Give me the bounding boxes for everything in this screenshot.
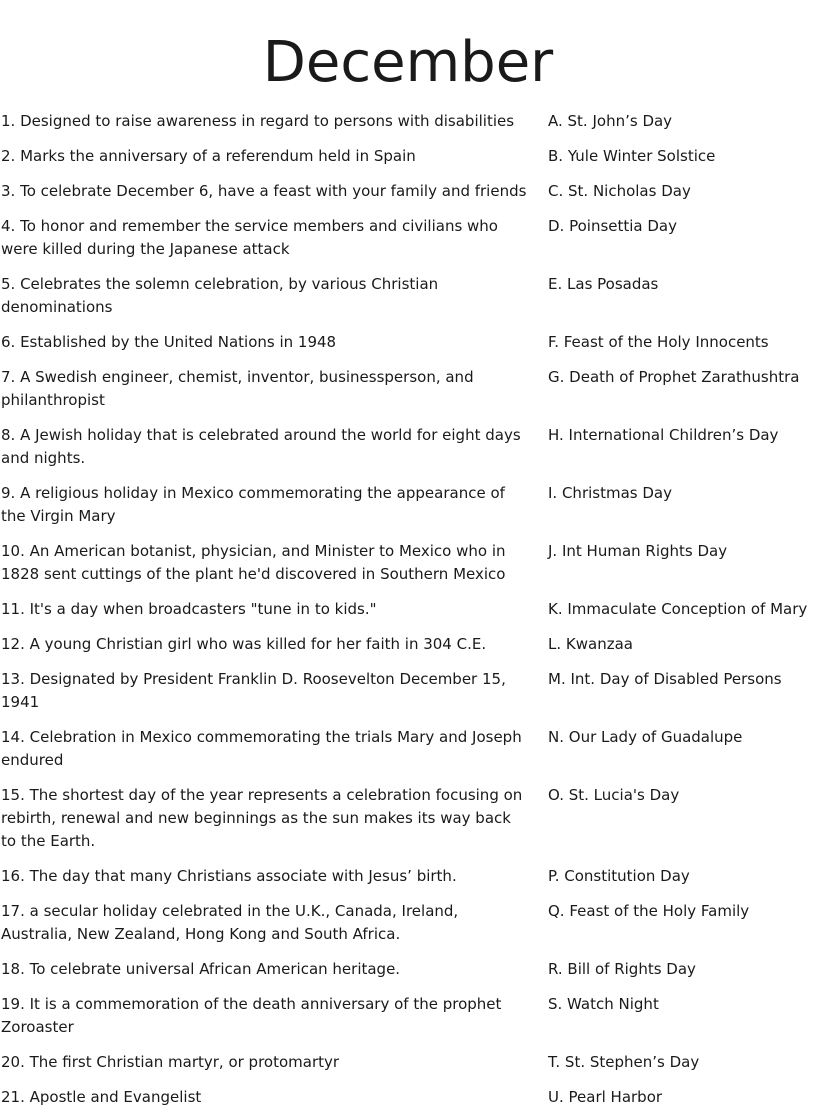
clue-text: 12. A young Christian girl who was killed for her faith in 304 C.E.: [1, 635, 487, 653]
matching-row: [1, 110, 816, 133]
answer-text: J. Int Human Rights Day: [548, 542, 728, 560]
answer-text: M. Int. Day of Disabled Persons: [548, 670, 782, 688]
answer-text: A. St. John’s Day: [548, 112, 673, 130]
clue-text: 9. A religious holiday in Mexico commemorating the appearance of the Virgin Mary: [1, 484, 505, 525]
answer-text: H. International Children’s Day: [548, 426, 779, 444]
clue-text: 4. To honor and remember the service members and civilians who were killed during the Japanese attack: [1, 217, 498, 258]
clue-text: 8. A Jewish holiday that is celebrated around the world for eight days and nights.: [1, 426, 521, 467]
matching-row: [1, 145, 816, 168]
clue-text: 14. Celebration in Mexico commemorating the trials Mary and Joseph endured: [1, 728, 522, 769]
clue-text: 7. A Swedish engineer, chemist, inventor, businessperson, and philanthropist: [1, 368, 474, 409]
answer-text: O. St. Lucia's Day: [548, 786, 680, 804]
clue-text: 15. The shortest day of the year represents a celebration focusing on rebirth, renewal and new beginnings as the sun makes its way back to the Earth.: [1, 786, 523, 850]
clue-text: 17. a secular holiday celebrated in the U.K., Canada, Ireland, Australia, New Zealand, Hong Kong and South Africa.: [1, 902, 459, 943]
clue-text: 11. It's a day when broadcasters "tune in to kids.": [1, 600, 377, 618]
answer-text: T. St. Stephen’s Day: [548, 1053, 700, 1071]
clue-text: 16. The day that many Christians associate with Jesus’ birth.: [1, 867, 457, 885]
clue-text: 2. Marks the anniversary of a referendum held in Spain: [1, 147, 416, 165]
clue-text: 1. Designed to raise awareness in regard to persons with disabilities: [1, 112, 515, 130]
matching-row: [1, 958, 816, 981]
answer-text: E. Las Posadas: [548, 275, 659, 293]
matching-row: [1, 331, 816, 354]
answer-text: S. Watch Night: [548, 995, 659, 1013]
answer-text: Q. Feast of the Holy Family: [548, 902, 750, 920]
answer-text: P. Constitution Day: [548, 867, 690, 885]
clue-text: 21. Apostle and Evangelist: [1, 1088, 202, 1106]
clue-text: 19. It is a commemoration of the death anniversary of the prophet Zoroaster: [1, 995, 502, 1036]
answer-text: G. Death of Prophet Zarathushtra: [548, 368, 800, 386]
matching-list: [0, 110, 816, 1109]
clue-text: 3. To celebrate December 6, have a feast with your family and friends: [1, 182, 527, 200]
matching-row: [1, 180, 816, 203]
page-title: December: [262, 30, 554, 95]
clue-text: 13. Designated by President Franklin D. Roosevelton December 15, 1941: [1, 670, 506, 711]
matching-row: [1, 482, 816, 528]
matching-row: [1, 540, 816, 586]
answer-text: U. Pearl Harbor: [548, 1088, 663, 1106]
matching-row: [1, 424, 816, 470]
answer-text: D. Poinsettia Day: [548, 217, 678, 235]
clue-text: 5. Celebrates the solemn celebration, by various Christian denominations: [1, 275, 439, 316]
matching-row: [1, 668, 816, 714]
matching-row: [1, 993, 816, 1039]
answer-text: R. Bill of Rights Day: [548, 960, 696, 978]
answer-text: N. Our Lady of Guadalupe: [548, 728, 743, 746]
clue-text: 18. To celebrate universal African American heritage.: [1, 960, 401, 978]
matching-row: [1, 1086, 816, 1109]
matching-row: [1, 598, 816, 621]
matching-row: [1, 273, 816, 319]
matching-row: [1, 726, 816, 772]
clue-text: 10. An American botanist, physician, and Minister to Mexico who in 1828 sent cuttings of the plant he'd discovered in Southern Mexico: [1, 542, 506, 583]
matching-row: [1, 366, 816, 412]
matching-row: [1, 215, 816, 261]
answer-text: B. Yule Winter Solstice: [548, 147, 716, 165]
matching-row: [1, 784, 816, 853]
answer-text: C. St. Nicholas Day: [548, 182, 691, 200]
matching-row: [1, 633, 816, 656]
answer-text: L. Kwanzaa: [548, 635, 633, 653]
matching-row: [1, 900, 816, 946]
matching-row: [1, 1051, 816, 1074]
matching-row: [1, 865, 816, 888]
answer-text: F. Feast of the Holy Innocents: [548, 333, 769, 351]
clue-text: 6. Established by the United Nations in 1948: [1, 333, 337, 351]
answer-text: I. Christmas Day: [548, 484, 672, 502]
clue-text: 20. The first Christian martyr, or protomartyr: [1, 1053, 340, 1071]
answer-text: K. Immaculate Conception of Mary: [548, 600, 808, 618]
